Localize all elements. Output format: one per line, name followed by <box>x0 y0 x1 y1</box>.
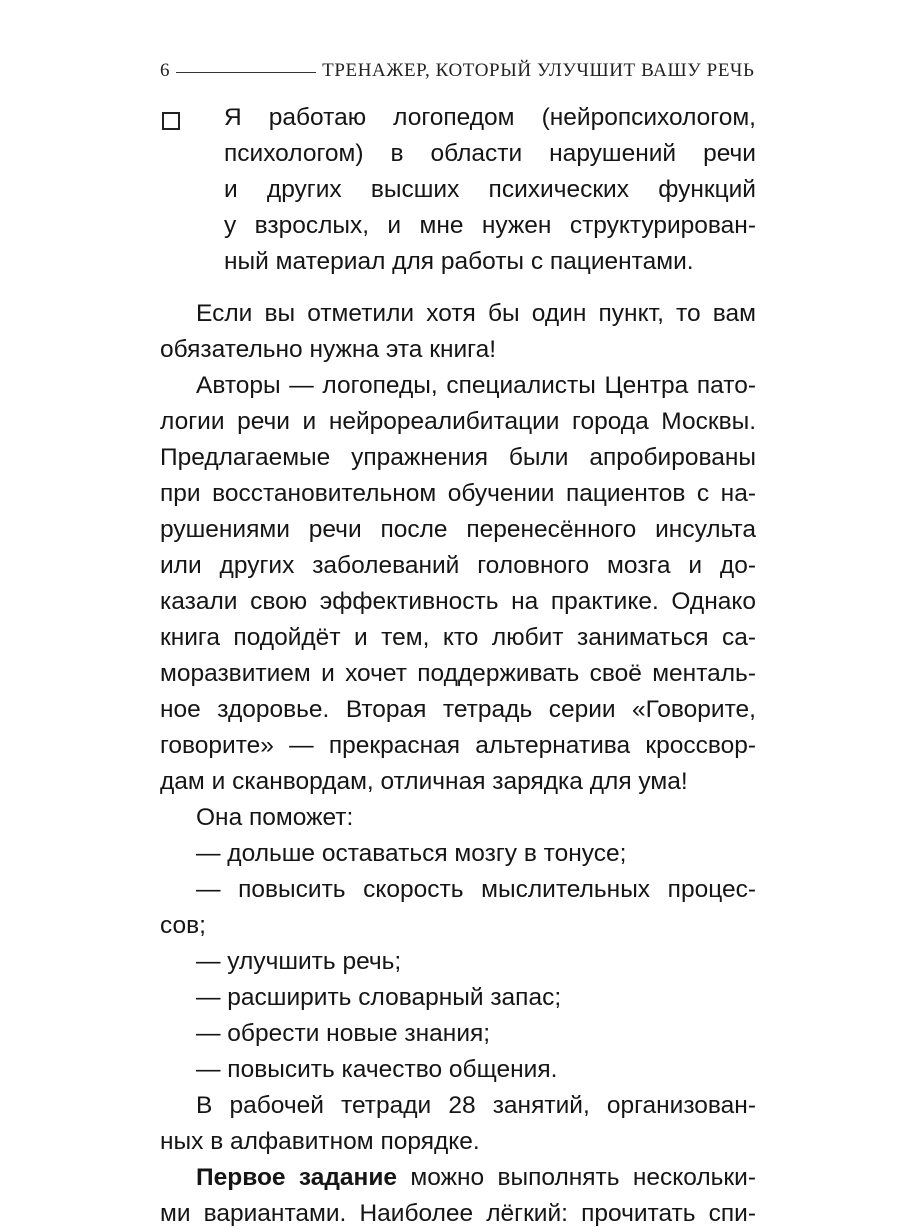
list-item: — обрести новые знания; <box>196 1020 491 1047</box>
text-line: казали свою эффективность на практике. Однако <box>160 588 756 615</box>
list-item: — дольше оставаться мозгу в тонусе; <box>196 840 627 867</box>
text-line: или других заболеваний головного мозга и до- <box>160 552 756 579</box>
text-line: Я работаю логопедом (нейропсихологом, <box>224 104 756 131</box>
text-line <box>160 1160 756 1196</box>
page-number: 6 <box>160 60 171 81</box>
list-item-continuation: сов; <box>160 912 206 939</box>
first-task-heading: Первое задание <box>196 1164 398 1191</box>
text-line: рушениями речи после перенесённого инсульта <box>160 516 756 543</box>
body-text <box>160 100 756 1232</box>
text-line: обязательно нужна эта книга! <box>160 336 497 363</box>
text-line: книга подойдёт и тем, кто любит заниматься са- <box>160 624 756 651</box>
checklist-item <box>160 100 756 280</box>
helps-intro: Она поможет: <box>196 804 354 831</box>
text-line: ми вариантами. Наиболее лёгкий: прочитать спи- <box>160 1200 756 1227</box>
paragraph-gap <box>160 280 756 296</box>
paragraph-workbook <box>160 1088 756 1160</box>
text-line: у взрослых, и мне нужен структурирован- <box>224 212 756 239</box>
text-line: и других высших психических функций <box>224 176 756 203</box>
list-item: — расширить словарный запас; <box>196 984 562 1011</box>
checklist-item-text <box>224 100 756 280</box>
running-title: ТРЕНАЖЕР, КОТОРЫЙ УЛУЧШИТ ВАШУ РЕЧЬ <box>322 60 755 81</box>
list-item: — повысить скорость мыслительных процес- <box>196 876 756 903</box>
list-item: — повысить качество общения. <box>196 1056 558 1083</box>
checkbox-icon <box>162 112 180 130</box>
helps-section <box>160 800 756 1088</box>
text-line: Если вы отметили хотя бы один пункт, то вам <box>196 300 756 327</box>
paragraph-authors <box>160 368 756 800</box>
header-rule <box>176 72 316 73</box>
text-line: Авторы — логопеды, специалисты Центра пато- <box>196 372 756 399</box>
text-line: ное здоровье. Вторая тетрадь серии «Говорите, <box>160 696 756 723</box>
text-line: ных в алфавитном порядке. <box>160 1128 480 1155</box>
text-line: В рабочей тетради 28 занятий, организован- <box>196 1092 756 1119</box>
list-item: — улучшить речь; <box>196 948 402 975</box>
text-line: ный материал для работы с пациентами. <box>224 248 694 275</box>
text-line: говорите» — прекрасная альтернатива кроссвор- <box>160 732 756 759</box>
text-line: дам и сканвордам, отличная зарядка для ума! <box>160 768 688 795</box>
text-line: моразвитием и хочет поддерживать своё менталь- <box>160 660 756 687</box>
text-line: логии речи и нейрореалибитации города Москвы. <box>160 408 756 435</box>
paragraph-mark <box>160 296 756 368</box>
text-line: Предлагаемые упражнения были апробированы <box>160 444 756 471</box>
first-task-line-rest: можно выполнять нескольки- <box>397 1164 756 1191</box>
paragraph-first-task <box>160 1160 756 1232</box>
text-line: психологом) в области нарушений речи <box>224 140 756 167</box>
text-line: при восстановительном обучении пациентов с на- <box>160 480 756 507</box>
running-header <box>160 60 760 82</box>
